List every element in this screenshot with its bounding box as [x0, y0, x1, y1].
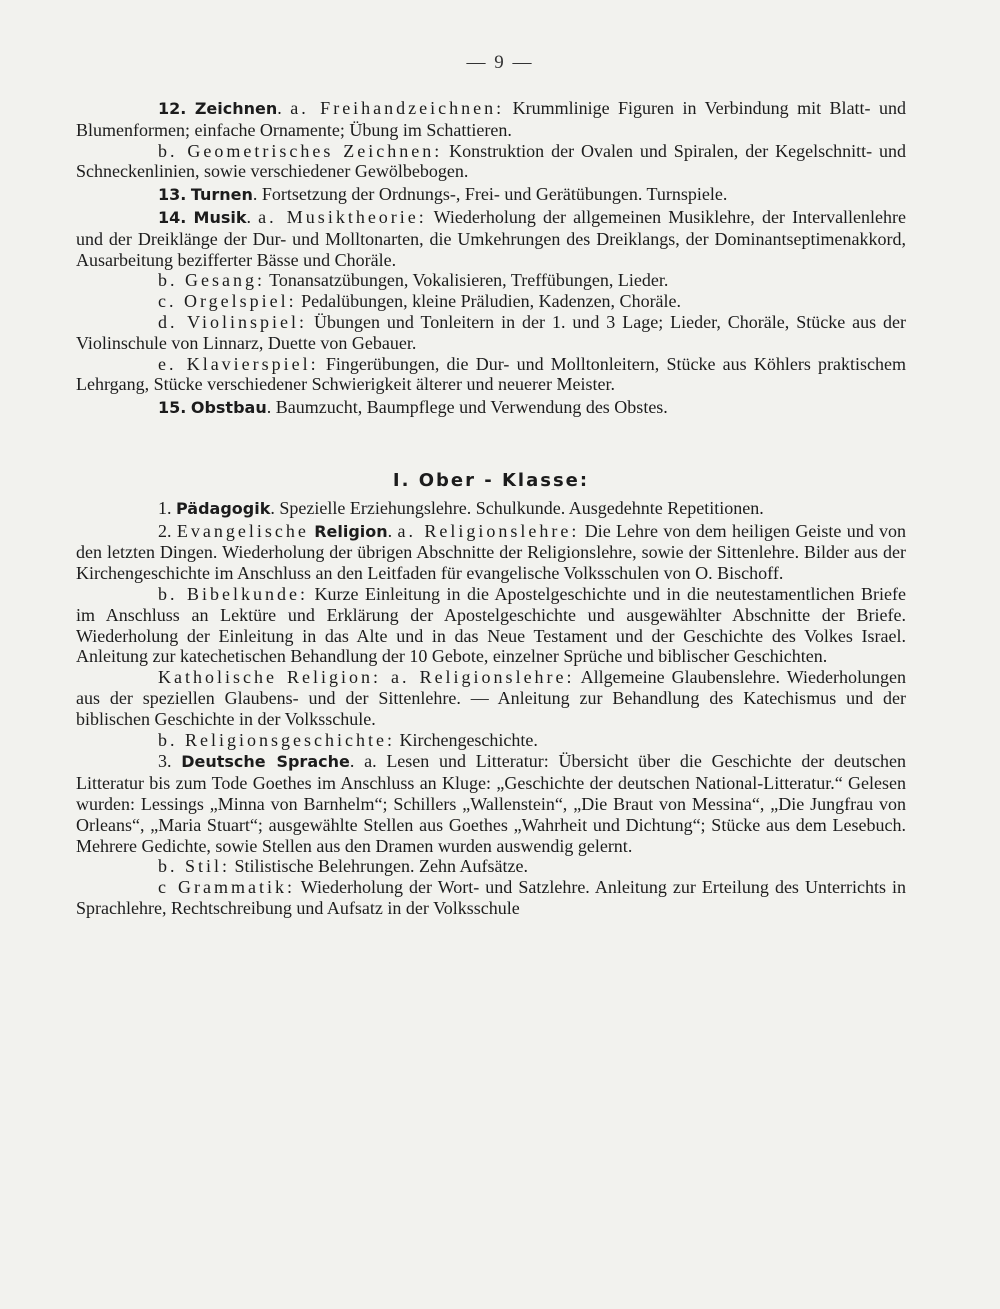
text-paedagogik: Spezielle Erziehungslehre. Schulkunde. Ausgedehnte Repetitionen. — [274, 497, 764, 518]
paragraph-grammatik — [76, 877, 906, 919]
label-stil: b. Stil: — [158, 856, 231, 877]
paragraph-violinspiel — [76, 312, 906, 354]
text-grammatik: Wiederholung der Wort- und Satzlehre. Anleitung zur Erteilung des Unterrichts in Sprachlehre, Rechtschreibung und Aufsatz in der Volksschule — [76, 877, 906, 918]
paragraph-geometrisches-zeichnen — [76, 141, 906, 183]
item-number: 12. — [158, 99, 187, 118]
paragraph-turnen: 13. Turnen. Fortsetzung der Ordnungs-, Frei- und Gerätübungen. Turnspiele. — [158, 184, 728, 205]
heading-evangelische: Evangelische — [176, 520, 309, 541]
text-gesang: Tonansatzübungen, Vokalisieren, Treffübungen, Lieder. — [264, 270, 669, 291]
label-grammatik: c Grammatik: — [158, 877, 296, 898]
paragraph-obstbau: 15. Obstbau. Baumzucht, Baumpflege und Verwendung des Obstes. — [158, 397, 668, 418]
heading-musik: Musik — [193, 207, 247, 227]
paragraph-klavierspiel — [76, 354, 906, 396]
paragraph-stil — [76, 856, 906, 877]
paragraph-evangelische-religion: 2. Evangelische Religion. a. Religionslehre: Die Lehre von dem heiligen Geiste und von den letzten Dingen. Wiederholung der übrigen Abschnitte der Religionslehre, sowie der Sittenlehre. Bilder aus der Kirchengeschichte im Anschluss an den Leitfaden für evangelische Volksschulen von O. Bischoff. — [76, 520, 907, 584]
text-klavierspiel: Fingerübungen, die Dur- und Molltonleitern, Stücke aus Köhlers praktischem Lehrgang, Stücke verschiedener Schwierigkeit älterer und neuerer Meister. — [76, 353, 906, 395]
text-violinspiel: Übungen und Tonleitern in der 1. und 3 Lage; Lieder, Choräle, Stücke aus der Violinschule von Linnarz, Duette von Gebauer. — [76, 311, 907, 353]
text-turnen: Fortsetzung der Ordnungs-, Frei- und Gerätübungen. Turnspiele. — [257, 184, 728, 205]
text-stil: Stilistische Belehrungen. Zehn Aufsätze. — [230, 856, 528, 877]
text-katholische-religion: Allgemeine Glaubenslehre. Wiederholungen aus der speziellen Glaubens- und der Sittenlehre. — Anleitung zur Behandlung des Katechismus und der biblischen Geschichte in der Volksschule. — [76, 667, 906, 729]
heading-deutsche-sprache: Deutsche Sprache — [181, 752, 350, 772]
text-bibelkunde: Kurze Einleitung in die Apostelgeschichte und in die neutestamentlichen Briefe im Anschluss an Lektüre und Erklärung der Apostelgeschichte und ausgewählter Abschnitte der Briefe. Wiederholung der Einleitung in das Alte und in das Neue Testament und der Geschichte des Volkes Israel. Anleitung zur katechetischen Behandlung der 10 Gebote, einzelner Sprüche und biblischer Geschichten. — [76, 583, 906, 667]
text-freihandzeichnen: Krummlinige Figuren in Verbindung mit Blatt- und Blumenformen; einfache Ornamente; Übung im Schattieren. — [76, 98, 907, 140]
paragraph-katholische-religion — [76, 667, 906, 729]
text-geometrisches-zeichnen: Konstruktion der Ovalen und Spiralen, der Kegelschnitt- und Schneckenlinien, sowie verschiedener Gewölbebogen. — [76, 140, 906, 182]
heading-turnen: Turnen — [190, 185, 253, 205]
text-lesen-und-litteratur: Übersicht über die Geschichte der deutschen Litteratur bis zum Tode Goethes im Anschluss an Kluge: „Geschichte der deutschen National-Litteratur.“ Gelesen wurden: Lessings „Minna von Barnhelm“; Schillers „Wallenstein“, „Die Braut von Messina“, „Die Jungfrau von Orleans“, „Maria Stuart“; ausgewählte Stellen aus Goethes „Wahrheit und Dichtung“; Stücke aus dem Lesebuch. Mehrere Gedichte, sowie Stellen aus den Dramen wurden auswendig gelernt. — [76, 751, 907, 856]
paragraph-musik: 14. Musik. a. Musiktheorie: Wiederholung der allgemeinen Musiklehre, der Intervallenlehre und der Dreiklänge der Dur- und Molltonarten, die Umkehrungen des Dreiklangs, der Dominantseptimenakkord, Ausarbeitung bezifferter Bässe und Choräle. — [76, 206, 907, 270]
paragraph-paedagogik: 1. Pädagogik. Spezielle Erziehungslehre. Schulkunde. Ausgedehnte Repetitionen. — [158, 497, 764, 518]
text-religionslehre: Die Lehre von dem heiligen Geiste und von den letzten Dingen. Wiederholung der übrigen Abschnitte der Religionslehre, sowie der Sittenlehre. Bilder aus der Kirchengeschichte im Anschluss an den Leitfaden für evangelische Volksschulen von O. Bischoff. — [76, 520, 907, 584]
label-freihandzeichnen: a. Freihandzeichnen: — [290, 98, 505, 118]
paragraph-zeichnen: 12. Zeichnen. a. Freihandzeichnen: Krummlinige Figuren in Verbindung mit Blatt- und Blumenformen; einfache Ornamente; Übung im Schattieren. — [76, 98, 907, 140]
item-number: 13. — [158, 185, 187, 205]
label-klavierspiel: e. Klavierspiel: — [158, 353, 319, 374]
label-religionsgeschichte: b. Religionsgeschichte: — [158, 729, 395, 750]
item-number: 14. — [158, 207, 187, 227]
item-number: 15. — [158, 398, 187, 418]
label-lesen-und-litteratur: a. Lesen und Litteratur: — [364, 751, 549, 772]
item-number: 3. — [158, 751, 172, 772]
item-number: 2. — [158, 520, 172, 541]
heading-zeichnen: Zeichnen — [194, 99, 278, 118]
label-bibelkunde: b. Bibelkunde: — [158, 583, 309, 604]
label-orgelspiel: c. Orgelspiel: — [158, 291, 297, 312]
paragraph-bibelkunde — [76, 584, 906, 667]
paragraph-orgelspiel — [76, 291, 906, 312]
paragraph-gesang — [76, 270, 906, 291]
text-orgelspiel: Pedalübungen, kleine Präludien, Kadenzen, Choräle. — [296, 291, 682, 312]
text-religionsgeschichte: Kirchengeschichte. — [394, 729, 538, 750]
label-gesang: b. Gesang: — [158, 270, 265, 291]
label-religionslehre: a. Religionslehre: — [397, 520, 580, 541]
heading-paedagogik: Pädagogik — [176, 498, 271, 518]
label-violinspiel: d. Violinspiel: — [158, 311, 308, 332]
item-number: 1. — [158, 497, 172, 518]
label-katholische-religion: Katholische Religion: a. Religionslehre: — [158, 667, 575, 688]
section-heading: I. Ober - Klasse: — [392, 469, 590, 491]
page-number: — 9 — — [466, 52, 534, 73]
label-geometrisches-zeichnen: b. Geometrisches Zeichnen: — [158, 140, 443, 161]
heading-religion: Religion — [314, 521, 388, 541]
paragraph-deutsche-sprache: 3. Deutsche Sprache. a. Lesen und Litteratur: Übersicht über die Geschichte der deutschen Litteratur bis zum Tode Goethes im Anschluss an Kluge: „Geschichte der deutschen National-Litteratur.“ Gelesen wurden: Lessings „Minna von Barnhelm“; Schillers „Wallenstein“, „Die Braut von Messina“, „Die Jungfrau von Orleans“, „Maria Stuart“; ausgewählte Stellen aus Goethes „Wahrheit und Dichtung“; Stücke aus dem Lesebuch. Mehrere Gedichte, sowie Stellen aus den Dramen wurden auswendig gelernt. — [76, 751, 907, 856]
paragraph-religionsgeschichte — [76, 730, 906, 751]
text-obstbau: Baumzucht, Baumpflege und Verwendung des Obstes. — [271, 397, 668, 418]
label-musiktheorie: a. Musiktheorie: — [258, 206, 427, 227]
text-musiktheorie: Wiederholung der allgemeinen Musiklehre, der Intervallenlehre und der Dreiklänge der Dur- und Molltonarten, die Umkehrungen des Dreiklangs, der Dominantseptimenakkord, Ausarbeitung bezifferter Bässe und Choräle. — [76, 206, 907, 270]
page-body — [76, 98, 906, 919]
heading-obstbau: Obstbau — [190, 398, 267, 418]
